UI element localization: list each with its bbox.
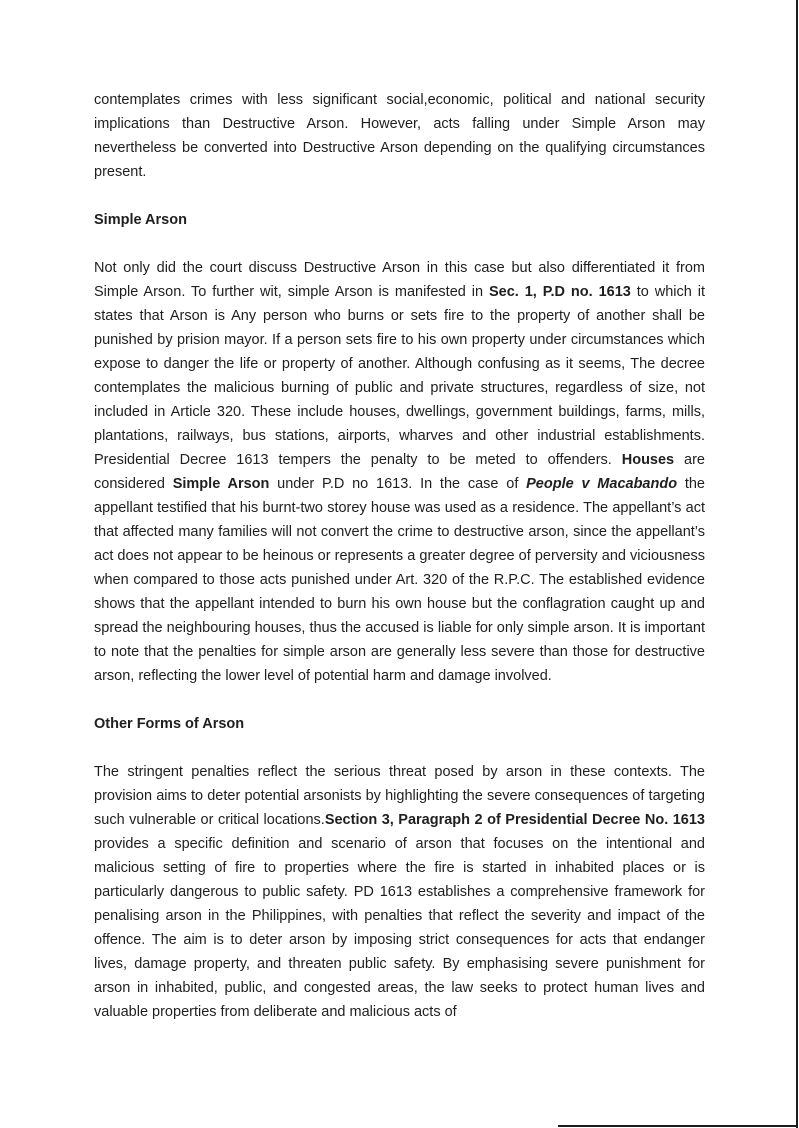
paragraph bbox=[94, 88, 705, 184]
text-run-b: Sec. 1, P.D no. 1613 bbox=[488, 284, 631, 300]
text-run-b: Section 3, Paragraph 2 of Presidential Decree No. 1613 bbox=[324, 812, 705, 828]
document-body bbox=[94, 88, 705, 1048]
text-run-bi: People v Macabando bbox=[526, 476, 678, 492]
page-edge-line-bottom bbox=[558, 1125, 798, 1127]
text-run: are considered bbox=[94, 452, 705, 492]
paragraph bbox=[94, 256, 705, 688]
page-edge-line-right bbox=[796, 0, 798, 1128]
text-run: under P.D no 1613. In the case of bbox=[269, 476, 527, 492]
text-run-b: Simple Arson bbox=[94, 212, 187, 228]
text-run: Not only did the court discuss Destructive Arson in this case but also differentiated it from Simple Arson. To further wit, simple Arson is manifested in bbox=[94, 260, 705, 300]
text-run: to which it states that Arson is Any person who burns or sets fire to the property of another shall be punished by prision mayor. If a person sets fire to his own property under circumstances which expose to danger the life or property of another. Although confusing as it seems, The decree contemplates the malicious burning of public and private structures, regardless of size, not included in Article 320. These include houses, dwellings, government buildings, farms, mills, plantations, railways, bus stations, airports, wharves and other industrial establishments. Presidential Decree 1613 tempers the penalty to be meted to offenders. bbox=[94, 284, 706, 468]
paragraph bbox=[94, 760, 705, 1024]
text-run: provides a specific definition and scenario of arson that focuses on the intentional and malicious setting of fire to properties where the fire is started in inhabited places or is particularly dangerous to public safety. PD 1613 establishes a comprehensive framework for penalising arson in the Philippines, with penalties that reflect the severity and impact of the offence. The aim is to deter arson by imposing strict consequences for acts that endanger lives, damage property, and threaten public safety. By emphasising severe punishment for arson in inhabited, public, and congested areas, the law seeks to protect human lives and valuable properties from deliberate and malicious acts of bbox=[94, 836, 705, 1020]
text-run-b: Other Forms of Arson bbox=[94, 716, 245, 732]
section-heading bbox=[94, 712, 705, 736]
text-run-b: Simple Arson bbox=[172, 476, 270, 492]
section-heading bbox=[94, 208, 705, 232]
text-run: contemplates crimes with less significant social,economic, political and national security implications than Destructive Arson. However, acts falling under Simple Arson may nevertheless be converted into Destructive Arson depending on the qualifying circumstances present. bbox=[94, 92, 705, 180]
text-run: The stringent penalties reflect the serious threat posed by arson in these contexts. The provision aims to deter potential arsonists by highlighting the severe consequences of targeting such vulnerable or critical locations. bbox=[94, 764, 705, 828]
text-run-b: Houses bbox=[621, 452, 675, 468]
text-run: the appellant testified that his burnt-two storey house was used as a residence. The appellant’s act that affected many families will not convert the crime to destructive arson, since the appellant’s act does not appear to be heinous or represents a greater degree of perversity and viciousness when compared to those acts punished under Art. 320 of the R.P.C. The established evidence shows that the appellant intended to burn his own house but the conflagration caught up and spread the neighbouring houses, thus the accused is liable for only simple arson. It is important to note that the penalties for simple arson are generally less severe than those for destructive arson, reflecting the lower level of potential harm and damage involved. bbox=[94, 476, 705, 684]
